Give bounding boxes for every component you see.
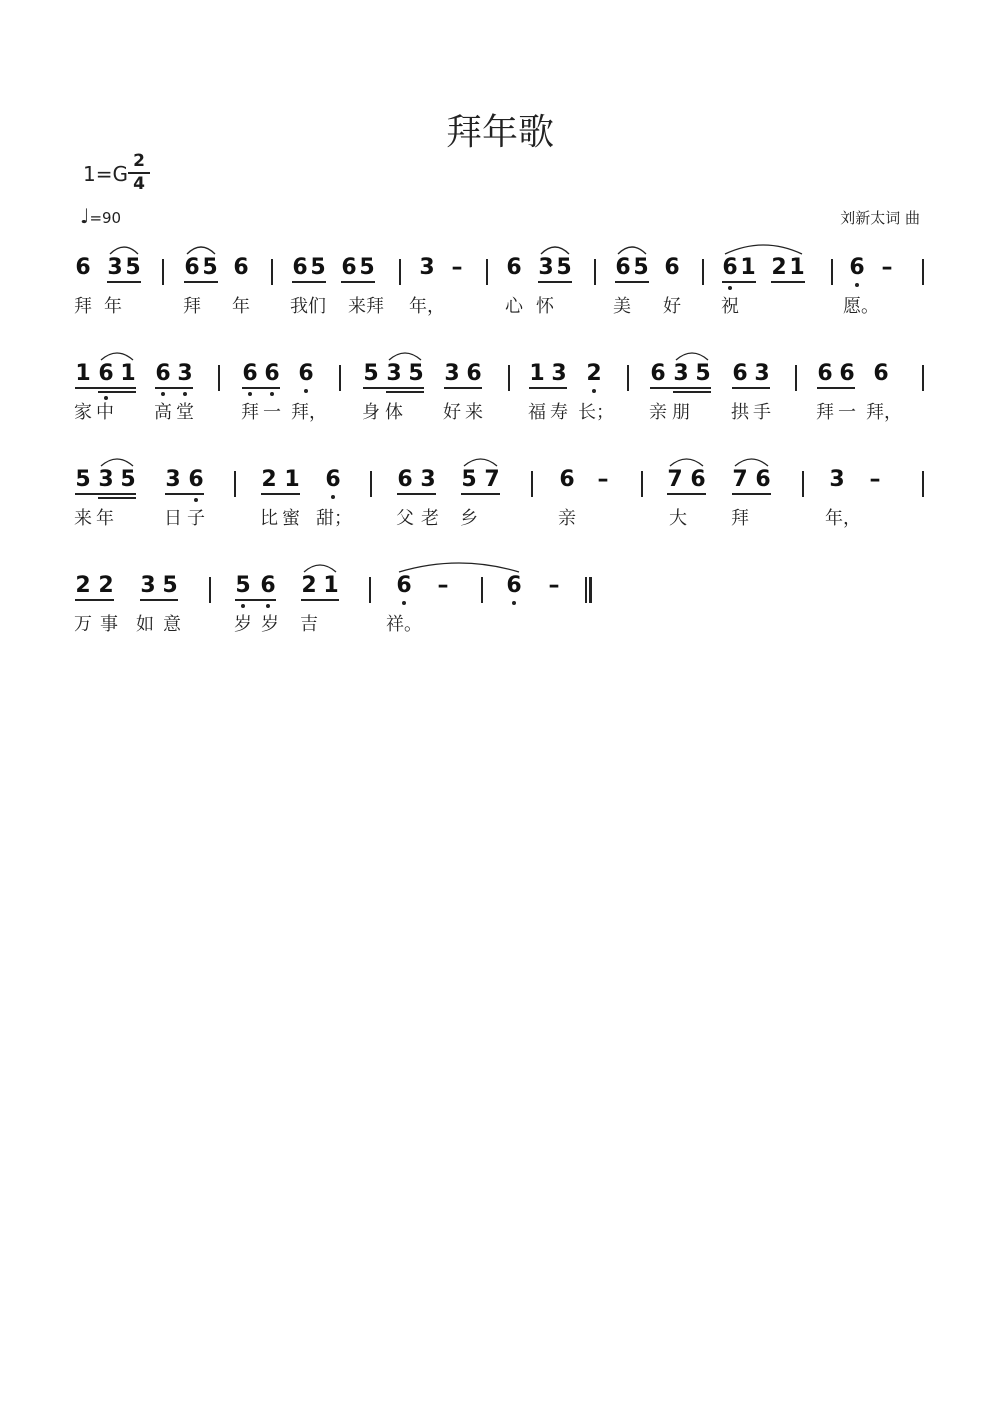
lyric: 亲 bbox=[558, 508, 576, 529]
note: 6 bbox=[155, 361, 171, 386]
barline bbox=[922, 471, 924, 497]
note: 5 bbox=[633, 255, 649, 280]
dash-note: – bbox=[451, 255, 463, 280]
beam-underline bbox=[292, 281, 326, 283]
low-octave-dot bbox=[402, 601, 406, 605]
lyric: 年 bbox=[96, 508, 114, 529]
note: 6 bbox=[325, 467, 341, 492]
lyric: 父 bbox=[396, 508, 414, 529]
note: 7 bbox=[484, 467, 500, 492]
lyric: 吉 bbox=[300, 614, 318, 635]
beam-underline bbox=[363, 387, 424, 389]
score-line-2 bbox=[0, 363, 1000, 443]
note: 6 bbox=[264, 361, 280, 386]
note: 6 bbox=[260, 573, 276, 598]
lyric: 子 bbox=[187, 508, 205, 529]
lyrics-row bbox=[0, 615, 1000, 645]
note: 6 bbox=[506, 255, 522, 280]
beam-underline bbox=[75, 493, 136, 495]
slur bbox=[676, 353, 708, 360]
note: 2 bbox=[75, 573, 91, 598]
lyric: 年 bbox=[232, 296, 250, 317]
song-title: 拜年歌 bbox=[445, 112, 554, 153]
note: 2 bbox=[586, 361, 602, 386]
beam-underline bbox=[461, 493, 500, 495]
beam-underline bbox=[397, 493, 436, 495]
slur bbox=[304, 565, 336, 572]
note: 5 bbox=[310, 255, 326, 280]
barline bbox=[481, 577, 483, 603]
score-line-3 bbox=[0, 469, 1000, 549]
lyric: 日 bbox=[164, 508, 182, 529]
beam-underline bbox=[242, 387, 280, 389]
lyrics-row bbox=[0, 297, 1000, 327]
lyric: 怀 bbox=[536, 296, 554, 317]
note: 5 bbox=[695, 361, 711, 386]
lyric: 一 bbox=[263, 402, 281, 423]
note: 3 bbox=[754, 361, 770, 386]
beam-underline bbox=[732, 493, 771, 495]
note: 6 bbox=[849, 255, 865, 280]
note: 6 bbox=[873, 361, 889, 386]
lyrics-row bbox=[0, 403, 1000, 433]
note: 6 bbox=[732, 361, 748, 386]
note: 2 bbox=[301, 573, 317, 598]
score-line-4 bbox=[0, 575, 1000, 655]
beam-underline bbox=[75, 387, 136, 389]
lyric: 拜， bbox=[291, 402, 327, 423]
note: 5 bbox=[162, 573, 178, 598]
dash-note: – bbox=[597, 467, 609, 492]
barline bbox=[795, 365, 797, 391]
note: 5 bbox=[125, 255, 141, 280]
beam-underline bbox=[667, 493, 706, 495]
credit: 刘新太词 曲 bbox=[840, 209, 920, 227]
lyric: 美 bbox=[613, 296, 631, 317]
barline bbox=[370, 471, 372, 497]
low-octave-dot bbox=[855, 283, 859, 287]
note: 1 bbox=[323, 573, 339, 598]
note: 6 bbox=[341, 255, 357, 280]
note: 6 bbox=[664, 255, 680, 280]
slur bbox=[735, 459, 768, 466]
lyric: 乡 bbox=[460, 508, 478, 529]
notes-row bbox=[0, 257, 1000, 297]
beam-underline bbox=[184, 281, 218, 283]
low-octave-dot bbox=[194, 498, 198, 502]
barline bbox=[339, 365, 341, 391]
note: 3 bbox=[140, 573, 156, 598]
slur bbox=[389, 353, 421, 360]
note: 3 bbox=[386, 361, 402, 386]
lyric: 祥。 bbox=[386, 614, 422, 635]
slur bbox=[464, 459, 497, 466]
beam-underline bbox=[107, 281, 141, 283]
lyric: 来 bbox=[465, 402, 483, 423]
note: 3 bbox=[538, 255, 554, 280]
note: 5 bbox=[202, 255, 218, 280]
note: 5 bbox=[408, 361, 424, 386]
tempo-marking bbox=[80, 204, 121, 228]
beam-underline bbox=[673, 391, 711, 393]
beam-underline bbox=[301, 599, 339, 601]
note: 6 bbox=[292, 255, 308, 280]
time-signature bbox=[128, 152, 150, 194]
low-octave-dot bbox=[592, 389, 596, 393]
lyric: 老 bbox=[421, 508, 439, 529]
low-octave-dot bbox=[248, 392, 252, 396]
slur bbox=[399, 563, 519, 572]
note: 3 bbox=[444, 361, 460, 386]
final-barline bbox=[585, 577, 587, 603]
low-octave-dot bbox=[512, 601, 516, 605]
lyric: 大 bbox=[669, 508, 687, 529]
note: 1 bbox=[740, 255, 756, 280]
note: 6 bbox=[466, 361, 482, 386]
beam-underline bbox=[261, 493, 300, 495]
lyric: 拜 bbox=[731, 508, 749, 529]
note: 6 bbox=[817, 361, 833, 386]
lyric: 长； bbox=[578, 402, 614, 423]
dash-note: – bbox=[437, 573, 449, 598]
note: 3 bbox=[829, 467, 845, 492]
slur bbox=[110, 247, 138, 254]
note: 6 bbox=[242, 361, 258, 386]
barline bbox=[271, 259, 273, 285]
lyric: 岁 bbox=[261, 614, 279, 635]
lyric: 我们 bbox=[290, 296, 326, 317]
barline bbox=[594, 259, 596, 285]
lyric: 心 bbox=[505, 296, 523, 317]
notes-row bbox=[0, 469, 1000, 509]
lyric: 体 bbox=[385, 402, 403, 423]
lyric: 身 bbox=[362, 402, 380, 423]
lyrics-row bbox=[0, 509, 1000, 539]
note: 6 bbox=[839, 361, 855, 386]
beam-underline bbox=[538, 281, 572, 283]
beam-underline bbox=[341, 281, 375, 283]
barline bbox=[508, 365, 510, 391]
barline bbox=[162, 259, 164, 285]
lyric: 中 bbox=[96, 402, 114, 423]
barline bbox=[702, 259, 704, 285]
slur bbox=[725, 245, 802, 254]
tempo-value: =90 bbox=[89, 209, 122, 227]
beam-underline bbox=[529, 387, 567, 389]
lyric: 年， bbox=[409, 296, 445, 317]
note: 6 bbox=[298, 361, 314, 386]
key-signature: 1=G bbox=[83, 162, 128, 186]
lyric: 祝 bbox=[721, 296, 739, 317]
barline bbox=[922, 365, 924, 391]
note: 2 bbox=[771, 255, 787, 280]
barline bbox=[531, 471, 533, 497]
note: 6 bbox=[75, 255, 91, 280]
lyric: 高 bbox=[154, 402, 172, 423]
lyric: 愿。 bbox=[843, 296, 879, 317]
beam-underline bbox=[444, 387, 482, 389]
lyric: 拜 bbox=[183, 296, 201, 317]
lyric: 年 bbox=[104, 296, 122, 317]
note: 5 bbox=[235, 573, 251, 598]
beam-underline bbox=[615, 281, 649, 283]
beam-underline bbox=[650, 387, 711, 389]
note: 6 bbox=[233, 255, 249, 280]
time-signature-denominator: 4 bbox=[133, 174, 145, 194]
slur bbox=[541, 247, 569, 254]
note: 5 bbox=[556, 255, 572, 280]
notes-row bbox=[0, 575, 1000, 615]
low-octave-dot bbox=[241, 604, 245, 608]
low-octave-dot bbox=[270, 392, 274, 396]
note: 5 bbox=[363, 361, 379, 386]
note: 6 bbox=[396, 573, 412, 598]
note: 3 bbox=[673, 361, 689, 386]
lyric: 亲 bbox=[649, 402, 667, 423]
barline bbox=[627, 365, 629, 391]
low-octave-dot bbox=[183, 392, 187, 396]
lyric: 来 bbox=[74, 508, 92, 529]
lyric: 手 bbox=[753, 402, 771, 423]
beam-underline bbox=[386, 391, 424, 393]
beam-underline bbox=[140, 599, 178, 601]
beam-underline bbox=[98, 391, 136, 393]
beam-underline bbox=[732, 387, 770, 389]
barline bbox=[218, 365, 220, 391]
dash-note: – bbox=[548, 573, 560, 598]
low-octave-dot bbox=[304, 389, 308, 393]
quarter-note-icon: ♩ bbox=[80, 204, 90, 228]
note: 6 bbox=[559, 467, 575, 492]
lyric: 岁 bbox=[234, 614, 252, 635]
beam-underline bbox=[165, 493, 204, 495]
time-signature-numerator: 2 bbox=[133, 151, 145, 171]
lyric: 拜 bbox=[816, 402, 834, 423]
note: 1 bbox=[284, 467, 300, 492]
note: 1 bbox=[75, 361, 91, 386]
note: 3 bbox=[420, 467, 436, 492]
slur bbox=[101, 353, 133, 360]
lyric: 寿 bbox=[550, 402, 568, 423]
note: 3 bbox=[177, 361, 193, 386]
note: 6 bbox=[755, 467, 771, 492]
beam-underline bbox=[235, 599, 276, 601]
note: 6 bbox=[184, 255, 200, 280]
lyric: 事 bbox=[100, 614, 118, 635]
note: 6 bbox=[188, 467, 204, 492]
low-octave-dot bbox=[266, 604, 270, 608]
note: 2 bbox=[98, 573, 114, 598]
lyric: 年， bbox=[825, 508, 861, 529]
note: 5 bbox=[359, 255, 375, 280]
lyric: 甜； bbox=[316, 508, 352, 529]
barline bbox=[369, 577, 371, 603]
barline bbox=[802, 471, 804, 497]
barline bbox=[831, 259, 833, 285]
note: 6 bbox=[397, 467, 413, 492]
beam-underline bbox=[75, 599, 114, 601]
note: 5 bbox=[461, 467, 477, 492]
dash-note: – bbox=[881, 255, 893, 280]
low-octave-dot bbox=[728, 286, 732, 290]
note: 6 bbox=[690, 467, 706, 492]
note: 7 bbox=[667, 467, 683, 492]
lyric: 好 bbox=[443, 402, 461, 423]
beam-underline bbox=[98, 497, 136, 499]
note: 3 bbox=[551, 361, 567, 386]
score-line-1 bbox=[0, 257, 1000, 337]
final-barline bbox=[589, 577, 592, 603]
notes-row bbox=[0, 363, 1000, 403]
slur bbox=[618, 247, 646, 254]
slur bbox=[670, 459, 703, 466]
lyric: 好 bbox=[663, 296, 681, 317]
lyric: 一 bbox=[838, 402, 856, 423]
lyric: 万 bbox=[74, 614, 92, 635]
low-octave-dot bbox=[161, 392, 165, 396]
lyric: 如 bbox=[136, 614, 154, 635]
lyric: 蜜 bbox=[282, 508, 300, 529]
barline bbox=[486, 259, 488, 285]
lyric: 拜 bbox=[241, 402, 259, 423]
lyric: 意 bbox=[163, 614, 181, 635]
lyric: 拱 bbox=[731, 402, 749, 423]
barline bbox=[399, 259, 401, 285]
barline bbox=[209, 577, 211, 603]
note: 6 bbox=[722, 255, 738, 280]
beam-underline bbox=[722, 281, 756, 283]
note: 5 bbox=[120, 467, 136, 492]
note: 1 bbox=[789, 255, 805, 280]
note: 1 bbox=[120, 361, 136, 386]
note: 3 bbox=[98, 467, 114, 492]
barline bbox=[641, 471, 643, 497]
note: 6 bbox=[98, 361, 114, 386]
beam-underline bbox=[155, 387, 193, 389]
note: 2 bbox=[261, 467, 277, 492]
lyric: 拜 bbox=[74, 296, 92, 317]
lyric: 家 bbox=[74, 402, 92, 423]
note: 5 bbox=[75, 467, 91, 492]
note: 3 bbox=[419, 255, 435, 280]
slur bbox=[101, 459, 133, 466]
lyric: 福 bbox=[528, 402, 546, 423]
note: 7 bbox=[732, 467, 748, 492]
lyric: 拜， bbox=[866, 402, 902, 423]
lyric: 堂 bbox=[176, 402, 194, 423]
note: 3 bbox=[165, 467, 181, 492]
low-octave-dot bbox=[331, 495, 335, 499]
note: 1 bbox=[529, 361, 545, 386]
barline bbox=[234, 471, 236, 497]
barline bbox=[922, 259, 924, 285]
lyric: 比 bbox=[260, 508, 278, 529]
lyric: 朋 bbox=[672, 402, 690, 423]
note: 3 bbox=[107, 255, 123, 280]
note: 6 bbox=[650, 361, 666, 386]
note: 6 bbox=[506, 573, 522, 598]
beam-underline bbox=[817, 387, 855, 389]
note: 6 bbox=[615, 255, 631, 280]
beam-underline bbox=[771, 281, 805, 283]
low-octave-dot bbox=[104, 396, 108, 400]
dash-note: – bbox=[869, 467, 881, 492]
slur bbox=[187, 247, 215, 254]
lyric: 来拜 bbox=[348, 296, 384, 317]
